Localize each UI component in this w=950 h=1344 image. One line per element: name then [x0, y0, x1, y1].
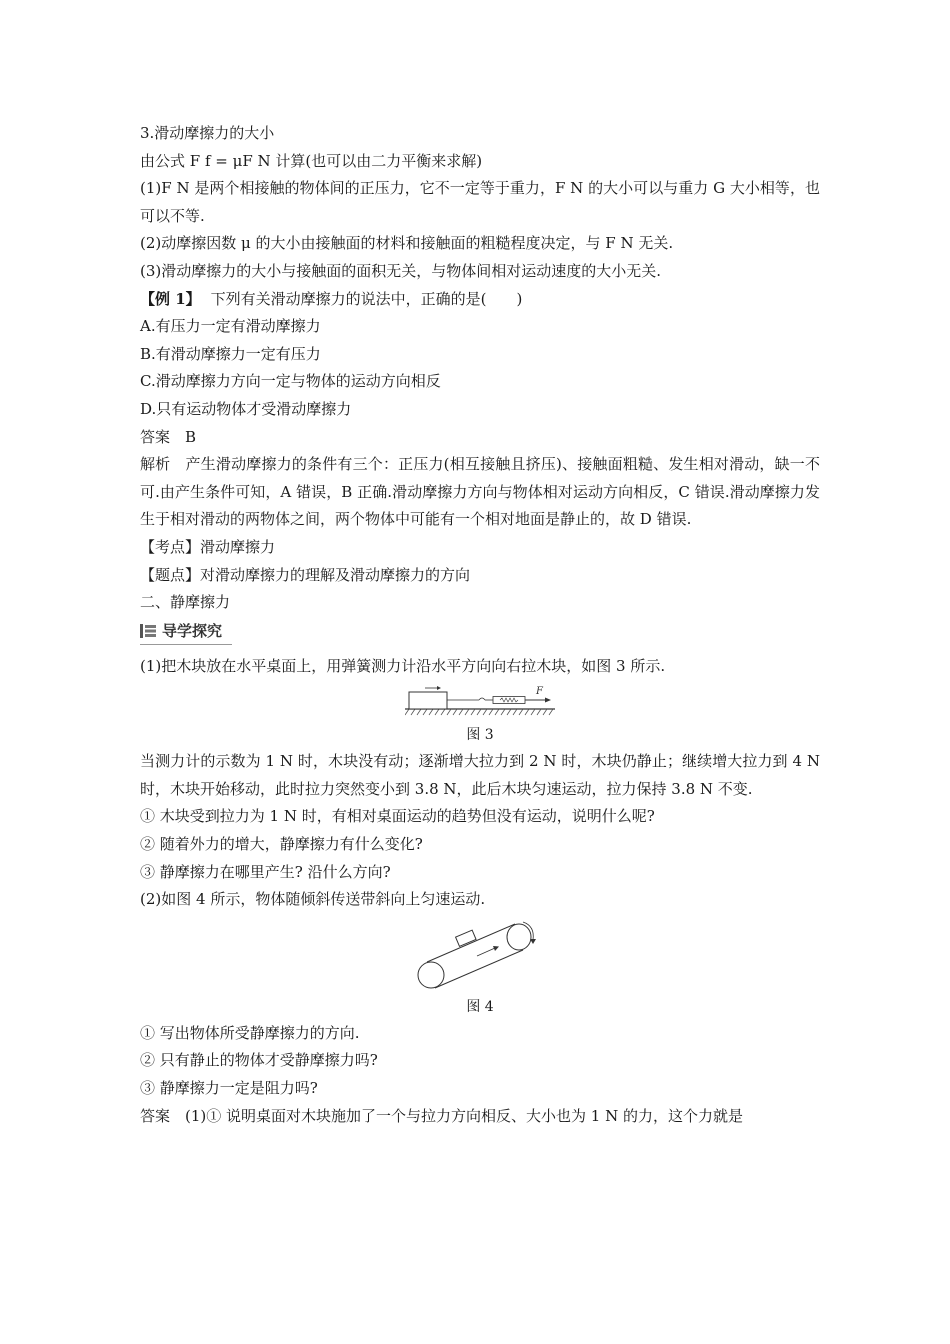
- answer-line: 答案 B: [140, 427, 197, 446]
- answer-section-start: 答案 (1)① 说明桌面对木块施加了一个与拉力方向相反、大小也为 1 N 的力，这个力就是: [140, 1106, 743, 1125]
- analysis-paragraph: 解析 产生滑动摩擦力的条件有三个：正压力(相互接触且挤压)、接触面粗糙、发生相对滑动，缺一不可.由产生条件可知，A 错误，B 正确.滑动摩擦力方向与物体相对运动方向相反，C 错误.滑动摩擦力发生于相对滑动的两物体之间，两个物体中可能有一个相对地面是静止的，故 D 错误.: [140, 455, 820, 529]
- figure-3: [140, 682, 820, 748]
- question1-item-1: ① 木块受到拉力为 1 N 时，有相对桌面运动的趋势但没有运动，说明什么呢?: [140, 807, 655, 826]
- figure-4: [140, 918, 820, 1020]
- figure-4-caption: 图 4: [466, 998, 494, 1015]
- option-a: A.有压力一定有滑动摩擦力: [140, 317, 321, 336]
- paragraph-normal-force: (1)F N 是两个相接触的物体间的正压力，它不一定等于重力，F N 的大小可以与重力 G 大小相等，也可以不等.: [140, 179, 820, 225]
- formula-line: 由公式 F f = μF N 计算(也可以由二力平衡来求解): [140, 151, 483, 170]
- tidian-line: 【题点】对滑动摩擦力的理解及滑动摩擦力的方向: [140, 565, 471, 584]
- figure-3-force-label: F: [536, 686, 543, 698]
- question2-item-1: ① 写出物体所受静摩擦力的方向.: [140, 1023, 360, 1042]
- section-title-sliding-friction-magnitude: 3.滑动摩擦力的大小: [140, 124, 275, 142]
- option-c: C.滑动摩擦力方向一定与物体的运动方向相反: [140, 372, 441, 391]
- question1-item-2: ② 随着外力的增大，静摩擦力有什么变化?: [140, 835, 423, 854]
- document-page: [140, 120, 820, 1130]
- guided-inquiry-bar: [140, 617, 232, 645]
- section-title-static-friction: 二、静摩擦力: [140, 593, 231, 612]
- question2-intro: (2)如图 4 所示，物体随倾斜传送带斜向上匀速运动.: [140, 890, 486, 909]
- guided-inquiry-label: 导学探究: [162, 621, 223, 640]
- example-tag: 【例 1】: [140, 289, 201, 308]
- question2-item-2: ② 只有静止的物体才受静摩擦力吗?: [140, 1051, 378, 1070]
- figure-3-caption: 图 3: [466, 727, 494, 744]
- question1-intro: (1)把木块放在水平桌面上，用弹簧测力计沿水平方向向右拉木块，如图 3 所示.: [140, 656, 666, 675]
- list-icon: [140, 623, 156, 637]
- kaodian-line: 【考点】滑动摩擦力: [140, 537, 276, 556]
- example-question-text: 下列有关滑动摩擦力的说法中，正确的是( ): [210, 289, 523, 308]
- paragraph-friction-coefficient: (2)动摩擦因数 μ 的大小由接触面的材料和接触面的粗糙程度决定，与 F N 无关.: [140, 234, 674, 253]
- question1-item-3: ③ 静摩擦力在哪里产生? 沿什么方向?: [140, 862, 391, 881]
- question2-item-3: ③ 静摩擦力一定是阻力吗?: [140, 1079, 318, 1098]
- option-d: D.只有运动物体才受滑动摩擦力: [140, 399, 352, 418]
- figure-3-diagram: [405, 682, 555, 718]
- example-question: [140, 286, 820, 314]
- paragraph-area-independence: (3)滑动摩擦力的大小与接触面的面积无关，与物体间相对运动速度的大小无关.: [140, 261, 662, 280]
- figure-4-diagram: [415, 918, 545, 992]
- option-b: B.有滑动摩擦力一定有压力: [140, 344, 321, 363]
- question1-text: 当测力计的示数为 1 N 时，木块没有动；逐渐增大拉力到 2 N 时，木块仍静止；继续增大拉力到 4 N 时，木块开始移动，此时拉力突然变小到 3.8 N，此后木块匀速运动，拉力保持 3.8 N 不变.: [140, 752, 820, 798]
